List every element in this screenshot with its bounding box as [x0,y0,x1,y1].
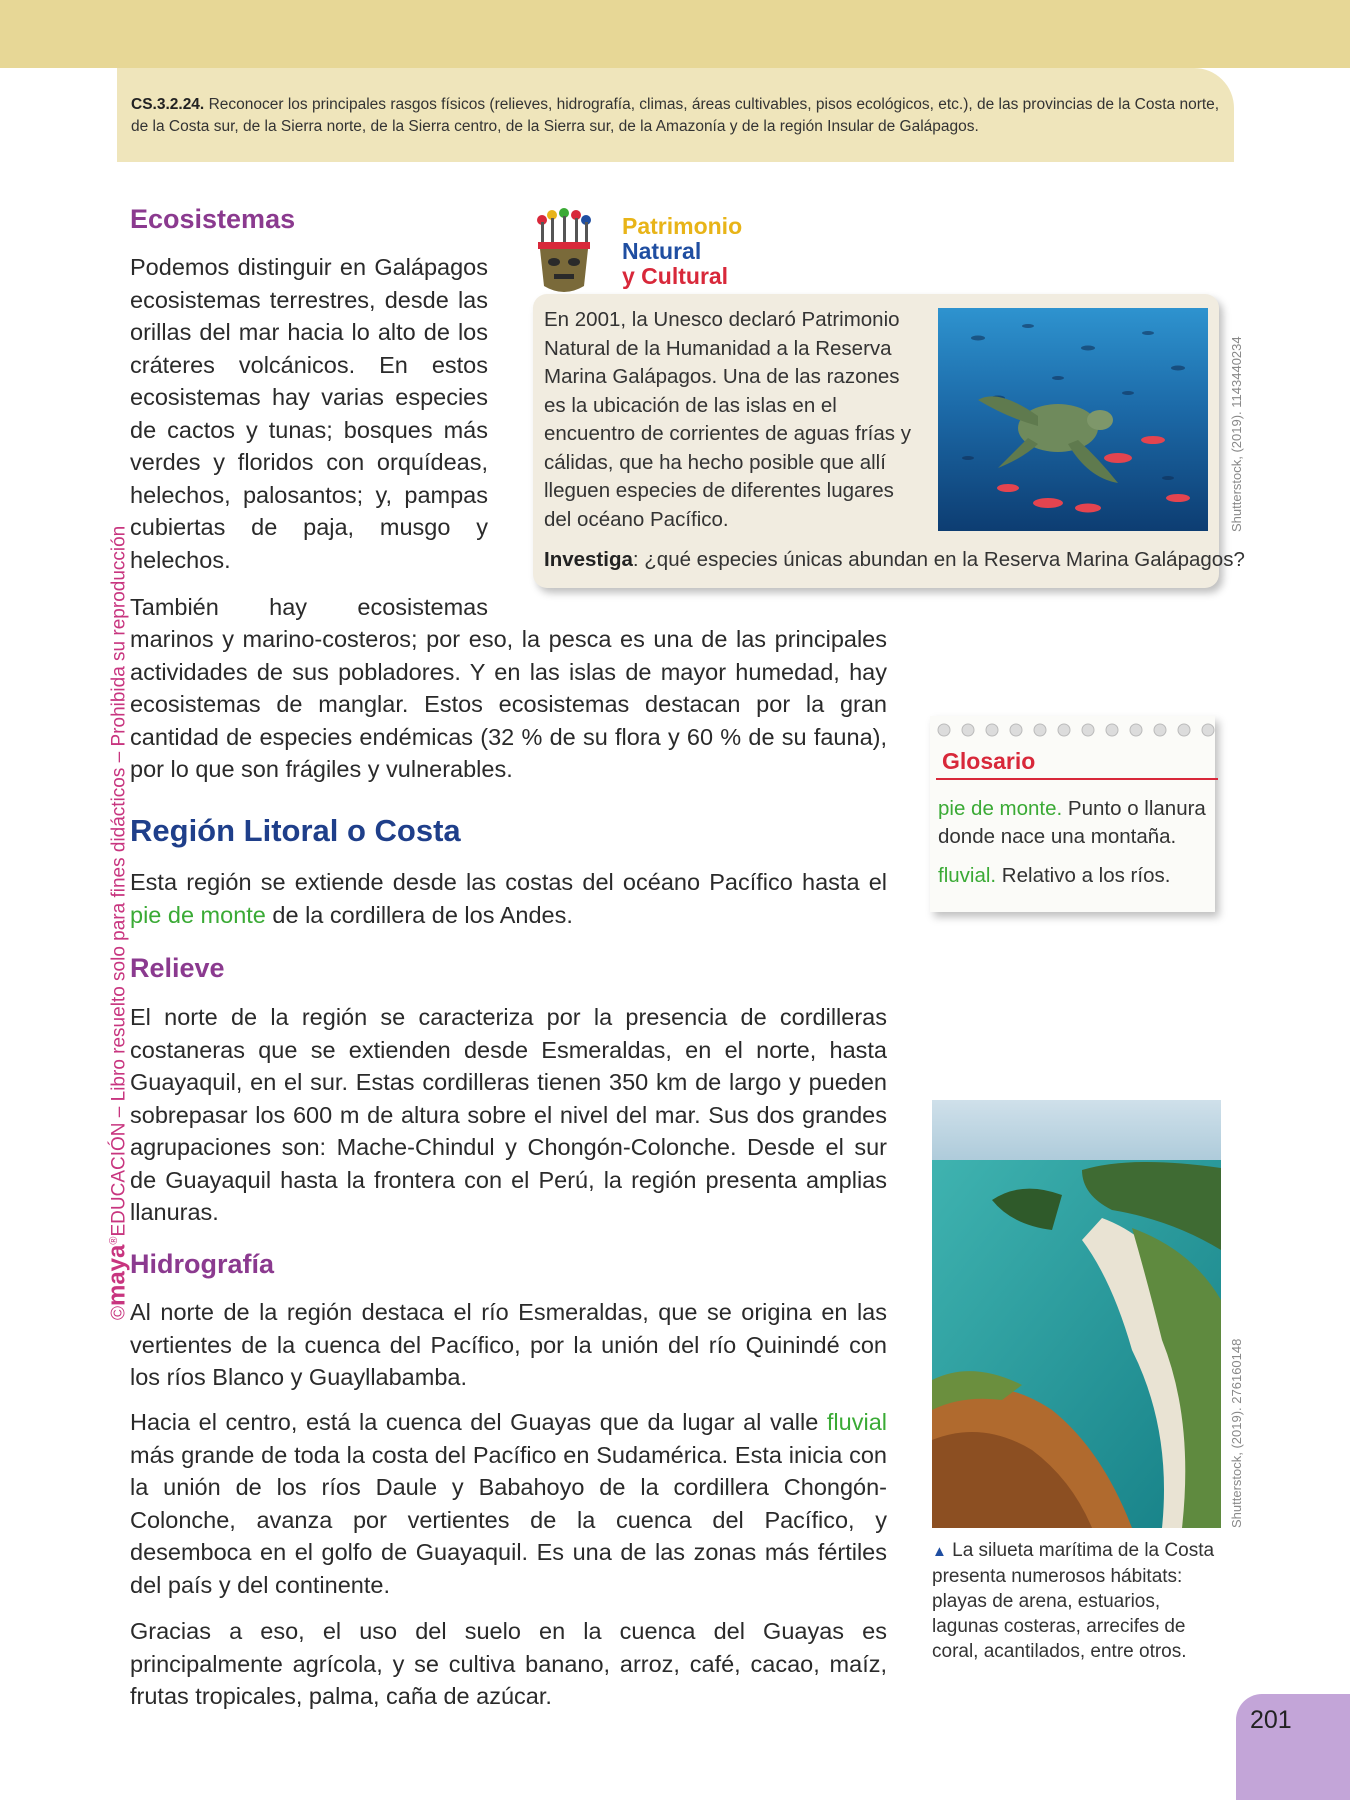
investiga-question: : ¿qué especies únicas abundan en la Reserva Marina Galápagos? [632,548,1245,571]
notebook-rings [936,720,1226,740]
brand-logo-text: maya [103,1244,131,1306]
glossary-divider [936,778,1218,780]
objective-text: Reconocer los principales rasgos físicos (relieves, hidrografía, climas, áreas cultivables, pisos ecológicos, etc.), de las provincias de la Costa norte, de la Costa sur, de la Sierra norte, de la Sierra centro, de la Sierra sur, de la Amazonía y de la región Insular de Galápagos. [131,96,1220,135]
region-text-after: de la cordillera de los Andes. [265,901,573,928]
patrimonio-title-line3: y Cultural [622,263,729,289]
side-credit-text: EDUCACIÓN – Libro resuelto solo para fines didácticos – Prohibida su reproducción [108,525,130,1237]
hidrografia-paragraph-1: Al norte de la región destaca el río Esmeraldas, que se origina en las vertientes de la cuenca del Pacífico, por la unión del río Quinindé con los ríos Blanco y Guayllabamba. [130,1299,887,1390]
side-credit [100,320,131,1320]
relieve-paragraph: El norte de la región se caracteriza por la presencia de cordilleras costaneras que se extienden desde Esmeraldas, en el norte, hasta Guayaquil, en el sur. Estas cordilleras tienen 350 km de largo y pueden sobrepasar los 600 m de altura sobre el nivel del mar. Sus dos grandes agrupaciones son: Mache-Chindul y Chongón-Colonche. Desde el sur de Guayaquil hasta la frontera con el Perú, la región presenta amplias llanuras. [130,1004,887,1225]
coastline-photo [932,1100,1221,1528]
region-text-before: Esta región se extiende desde las costas del océano Pacífico hasta el [130,869,887,895]
top-band [0,0,1350,68]
ecosistemas-paragraph-2-start [130,591,488,624]
hidrografia-paragraph-3: Gracias a eso, el uso del suelo en la cuenca del Guayas es principalmente agrícola, y se cultiva banano, arroz, café, cacao, maíz, frutas tropicales, palma, caña de azúcar. [130,1618,887,1709]
patrimonio-title-line1: Patrimonio [622,213,743,239]
glossary-title: Glosario [942,748,1036,774]
ecosistemas-heading: Ecosistemas [130,204,296,234]
region-term: pie de monte [130,901,266,928]
relieve-heading: Relieve [130,953,225,983]
patrimonio-text: En 2001, la Unesco declaró Patrimonio Natural de la Humanidad a la Reserva Marina Galápagos. Una de las razones es la ubicación de las islas en el encuentro de corrientes de aguas frías y cálidas, que ha hecho posible que allí lleguen especies de diferentes lugares del océano Pacífico. [544,308,911,531]
investiga-label: Investiga [544,548,633,571]
sea-turtle-photo [938,308,1208,531]
hidrografia-para2-before: Hacia el centro, está la cuenca del Guayas que da lugar al valle [130,1409,827,1435]
ecosistemas-paragraph-1: Podemos distinguir en Galápagos ecosistemas terrestres, desde las orillas del mar hacia lo alto de los cráteres volcánicos. En estos ecosistemas hay varias especies de cactos y tunas; bosques más verdes y floridos con orquídeas, helechos, palosantos; y, pampas cubiertas de paja, musgo y helechos. [130,254,488,573]
glossary-term: pie de monte. [938,797,1063,820]
glossary-entry [938,862,1218,890]
coast-photo-credit: Shutterstock, (2019). 276160148 [1229,1338,1244,1528]
region-paragraph [130,866,887,931]
objective-code: CS.3.2.24. [131,96,205,113]
coast-photo-caption [932,1538,1222,1664]
turtle-photo-credit: Shutterstock, (2019). 1143440234 [1229,336,1244,532]
hidrografia-para2-after: más grande de toda la costa del Pacífico en Sudamérica. Esta inicia con la unión de los ríos Daule y Babahoyo de la cordillera Chongón-Colonche, avanza por vertientes de la cuenca del Pacífico, y desemboca en el golfo de Guayaquil. Es una de las zonas más fértiles del país y del continente. [130,1441,887,1598]
patrimonio-title [622,214,742,289]
glossary-term: fluvial. [938,864,997,887]
caption-text: La silueta marítima de la Costa presenta numerosos hábitats: playas de arena, estuarios, lagunas costeras, arrecifes de coral, acantilados, entre otros. [932,1540,1215,1662]
registered-mark: ® [108,1236,120,1245]
hidrografia-heading: Hidrografía [130,1249,275,1279]
curriculum-objective [117,68,1234,162]
region-heading: Región Litoral o Costa [130,813,461,848]
patrimonio-title-line2: Natural [622,238,702,264]
hidrografia-term: fluvial [826,1409,887,1435]
mask-icon [532,208,596,300]
page-number: 201 [1250,1706,1292,1734]
ecosistemas-para2-word: hay [269,594,308,620]
ecosistemas-para2-word: También [130,594,219,620]
ecosistemas-para2-word: ecosistemas [357,594,488,620]
glossary-definition: Relativo a los ríos. [996,864,1171,887]
glossary-definition: Punto o llanura donde nace una montaña. [938,797,1206,848]
ecosistemas-paragraph-2: marinos y marino-costeros; por eso, la pesca es una de las principales actividades de sus pobladores. Y en las islas de mayor humedad, hay ecosistemas de manglar. Estos ecosistemas destacan por la gran cantidad de especies endémicas (32 % de su flora y 60 % de su fauna), por lo que son frágiles y vulnerables. [130,626,887,782]
investiga-prompt [544,546,1245,574]
caption-triangle-icon: ▲ [932,1543,947,1560]
hidrografia-paragraph-2 [130,1406,887,1601]
glossary-entry [938,795,1218,851]
copyright-symbol: © [108,1306,130,1320]
